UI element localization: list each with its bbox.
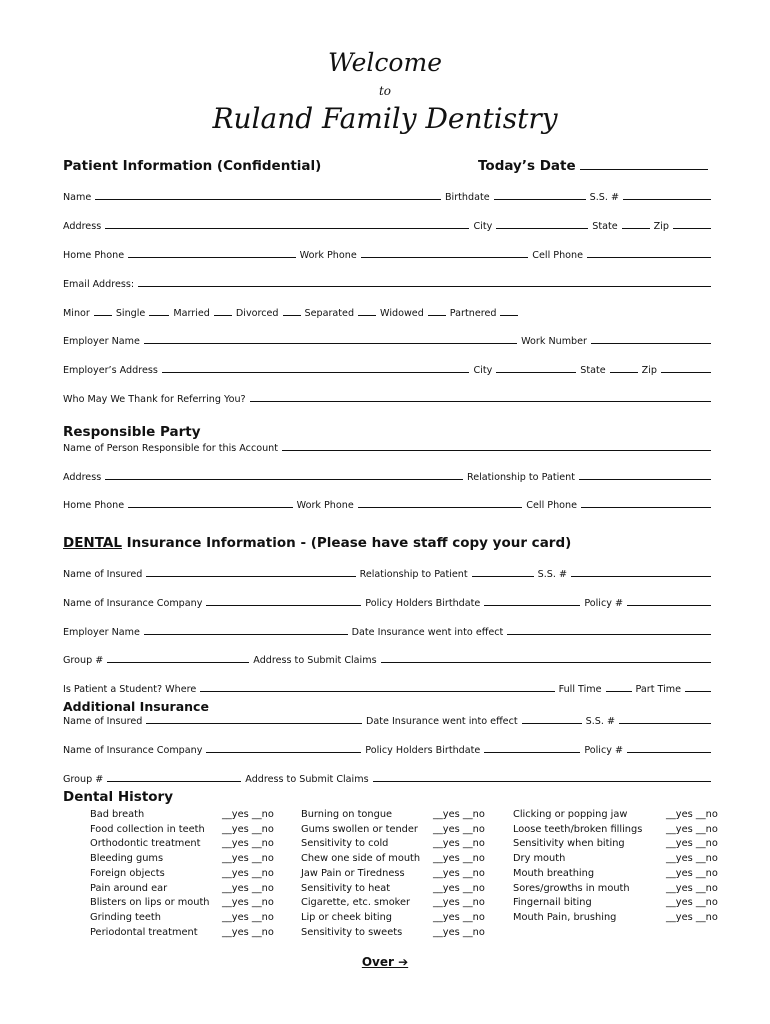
employer-city-label: City <box>473 365 493 376</box>
todays-date-field[interactable] <box>478 158 712 174</box>
referral-row[interactable] <box>63 392 715 405</box>
history-yes-no-column-1[interactable] <box>222 808 274 940</box>
city-label: City <box>473 221 493 232</box>
employer-row[interactable] <box>63 334 715 347</box>
widowed-label: Widowed <box>380 308 424 319</box>
employer-zip-label: Zip <box>641 365 657 376</box>
history-item: Jaw Pain or Tiredness <box>301 867 405 879</box>
history-item: Sores/growths in mouth <box>513 882 630 894</box>
responsible-person-row[interactable] <box>63 441 715 454</box>
home-phone-label: Home Phone <box>63 250 125 261</box>
yes-no-option[interactable]: __yes __no <box>433 838 485 850</box>
history-item: Fingernail biting <box>513 897 592 909</box>
cell-phone-label: Cell Phone <box>532 250 583 261</box>
responsible-address-row[interactable] <box>63 470 715 483</box>
insured-ss-label: S.S. # <box>537 569 567 580</box>
full-time-label: Full Time <box>558 684 602 695</box>
history-item: Chew one side of mouth <box>301 853 421 865</box>
history-item: Lip or cheek biting <box>301 911 393 923</box>
practice-name: Ruland Family Dentistry <box>212 102 558 135</box>
yes-no-option[interactable]: __yes __no <box>666 853 718 865</box>
policy-label: Policy # <box>584 598 623 609</box>
email-label: Email Address: <box>63 279 135 290</box>
work-phone-label: Work Phone <box>299 250 357 261</box>
insurance-employer-row[interactable] <box>63 625 715 638</box>
additional-insured-row[interactable] <box>63 714 715 727</box>
responsible-phone-row[interactable] <box>63 498 715 511</box>
marital-status-row[interactable] <box>63 306 523 319</box>
phone-row[interactable] <box>63 248 715 261</box>
additional-group-label: Group # <box>63 774 104 785</box>
history-item: Burning on tongue <box>301 809 393 820</box>
history-item: Food collection in teeth <box>90 823 205 835</box>
group-row[interactable] <box>63 653 715 666</box>
history-item: Periodontal treatment <box>90 926 198 938</box>
additional-company-label: Name of Insurance Company <box>63 745 203 756</box>
history-column-1 <box>90 808 210 940</box>
history-item: Sensitivity to sweets <box>301 926 403 938</box>
todays-date-label: Today’s Date <box>478 158 576 174</box>
history-item: Pain around ear <box>90 882 168 894</box>
insurance-company-row[interactable] <box>63 596 715 609</box>
history-item: Dry mouth <box>513 853 566 865</box>
history-item: Cigarette, etc. smoker <box>301 897 411 909</box>
yes-no-option[interactable]: __yes __no <box>222 809 274 820</box>
responsible-work-phone-label: Work Phone <box>296 500 354 511</box>
yes-no-option[interactable]: __yes __no <box>666 897 718 909</box>
insurance-company-label: Name of Insurance Company <box>63 598 203 609</box>
history-item: Mouth breathing <box>513 867 595 879</box>
name-label: Name <box>63 192 92 203</box>
married-label: Married <box>173 308 210 319</box>
part-time-label: Part Time <box>635 684 681 695</box>
history-item: Loose teeth/broken fillings <box>513 823 643 835</box>
zip-label: Zip <box>653 221 669 232</box>
yes-no-option[interactable]: __yes __no <box>666 838 718 850</box>
partnered-label: Partnered <box>449 308 497 319</box>
yes-no-option[interactable]: __yes __no <box>433 867 485 879</box>
yes-no-option[interactable]: __yes __no <box>222 823 274 835</box>
name-row[interactable] <box>63 190 715 203</box>
yes-no-option[interactable]: __yes __no <box>433 809 485 820</box>
responsible-cell-phone-label: Cell Phone <box>526 500 577 511</box>
responsible-person-label: Name of Person Responsible for this Account <box>63 443 279 454</box>
additional-name-insured-label: Name of Insured <box>63 716 143 727</box>
name-insured-label: Name of Insured <box>63 569 143 580</box>
yes-no-option[interactable]: __yes __no <box>666 823 718 835</box>
insured-row[interactable] <box>63 567 715 580</box>
history-column-3 <box>513 808 642 926</box>
dental-insurance-heading <box>63 535 571 551</box>
history-item: Blisters on lips or mouth <box>90 897 210 909</box>
to-text: to <box>378 84 392 98</box>
student-row[interactable] <box>63 682 715 695</box>
history-item: Sensitivity to cold <box>301 838 389 850</box>
yes-no-option[interactable]: __yes __no <box>222 911 274 923</box>
submit-claims-label: Address to Submit Claims <box>253 655 377 666</box>
history-item: Orthodontic treatment <box>90 838 201 850</box>
group-label: Group # <box>63 655 104 666</box>
yes-no-option[interactable]: __yes __no <box>433 882 485 894</box>
yes-no-option[interactable]: __yes __no <box>222 882 274 894</box>
additional-holder-birthdate-label: Policy Holders Birthdate <box>365 745 481 756</box>
responsible-home-phone-label: Home Phone <box>63 500 125 511</box>
yes-no-option[interactable]: __yes __no <box>433 911 485 923</box>
yes-no-option[interactable]: __yes __no <box>433 853 485 865</box>
yes-no-option[interactable]: __yes __no <box>433 926 485 938</box>
yes-no-option[interactable]: __yes __no <box>666 867 718 879</box>
responsible-address-label: Address <box>63 472 102 483</box>
insurance-heading-text: Insurance Information - (Please have staff copy your card) <box>126 535 572 551</box>
yes-no-option[interactable]: __yes __no <box>222 838 274 850</box>
relationship-label: Relationship to Patient <box>466 472 575 483</box>
employer-address-label: Employer’s Address <box>63 365 158 376</box>
additional-date-effect-label: Date Insurance went into effect <box>366 716 518 727</box>
history-item: Sensitivity when biting <box>513 838 625 850</box>
divorced-label: Divorced <box>235 308 279 319</box>
address-row[interactable] <box>63 219 715 232</box>
additional-submit-claims-label: Address to Submit Claims <box>245 774 369 785</box>
yes-no-option[interactable]: __yes __no <box>666 809 718 820</box>
history-item: Bleeding gums <box>90 853 164 865</box>
responsible-party-heading: Responsible Party <box>63 424 201 440</box>
history-item: Grinding teeth <box>90 911 161 923</box>
yes-no-option[interactable]: __yes __no <box>433 897 485 909</box>
holder-birthdate-label: Policy Holders Birthdate <box>365 598 481 609</box>
patient-info-heading: Patient Information (Confidential) <box>63 158 322 174</box>
separated-label: Separated <box>304 308 355 319</box>
yes-no-option[interactable]: __yes __no <box>222 853 274 865</box>
history-item: Sensitivity to heat <box>301 882 391 894</box>
history-column-2 <box>301 808 420 940</box>
additional-company-row[interactable] <box>63 743 715 756</box>
email-row[interactable] <box>63 277 715 290</box>
additional-policy-label: Policy # <box>584 745 623 756</box>
yes-no-option[interactable]: __yes __no <box>222 867 274 879</box>
additional-insurance-heading: Additional Insurance <box>63 699 209 714</box>
student-label: Is Patient a Student? Where <box>63 684 197 695</box>
dental-word: DENTAL <box>63 535 122 551</box>
history-item: Foreign objects <box>90 867 165 879</box>
yes-no-option[interactable]: __yes __no <box>666 911 718 923</box>
minor-label: Minor <box>63 308 90 319</box>
history-item: Bad breath <box>90 809 145 820</box>
welcome-heading: Welcome <box>327 48 442 77</box>
single-label: Single <box>115 308 146 319</box>
history-item: Gums swollen or tender <box>301 823 418 835</box>
employer-state-label: State <box>580 365 606 376</box>
history-item: Mouth Pain, brushing <box>513 911 617 923</box>
birthdate-label: Birthdate <box>444 192 490 203</box>
yes-no-option[interactable]: __yes __no <box>222 926 274 938</box>
referral-label: Who May We Thank for Referring You? <box>63 394 246 405</box>
yes-no-option[interactable]: __yes __no <box>222 897 274 909</box>
history-item: Clicking or popping jaw <box>513 809 628 820</box>
additional-ss-label: S.S. # <box>585 716 615 727</box>
yes-no-option[interactable]: __yes __no <box>433 823 485 835</box>
yes-no-option[interactable]: __yes __no <box>666 882 718 894</box>
dental-history-heading: Dental History <box>63 789 174 805</box>
ss-label: S.S. # <box>589 192 619 203</box>
address-label: Address <box>63 221 102 232</box>
history-yes-no-column-2[interactable] <box>433 808 485 940</box>
insurance-employer-label: Employer Name <box>63 627 140 638</box>
employer-address-row[interactable] <box>63 363 715 376</box>
date-effect-label: Date Insurance went into effect <box>351 627 504 638</box>
additional-group-row[interactable] <box>63 772 715 785</box>
state-label: State <box>592 221 618 232</box>
work-number-label: Work Number <box>521 336 587 347</box>
over-link[interactable]: Over ➔ <box>361 955 409 969</box>
insured-relationship-label: Relationship to Patient <box>359 569 468 580</box>
employer-name-label: Employer Name <box>63 336 140 347</box>
history-yes-no-column-3[interactable] <box>666 808 718 926</box>
